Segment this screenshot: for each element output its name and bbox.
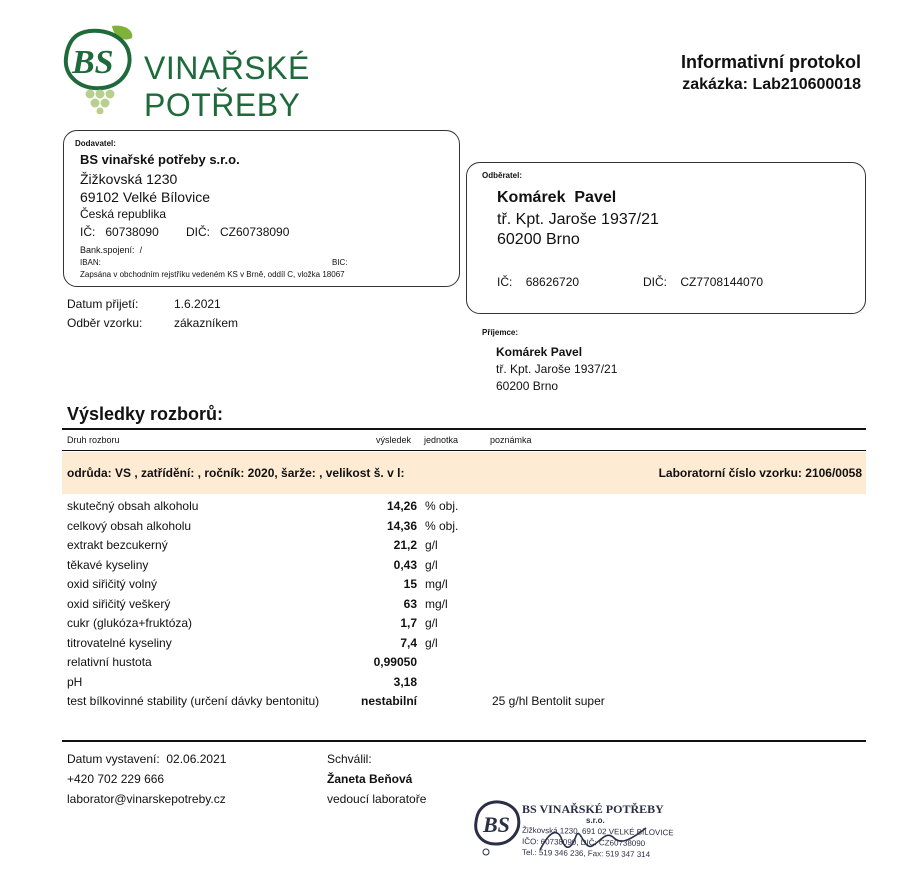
result-unit: % obj. [425, 499, 459, 513]
recipient-name: Komárek Pavel [496, 345, 583, 359]
result-value: 15 [403, 577, 417, 591]
results-bottom-rule [62, 740, 866, 742]
supplier-label: Dodavatel: [75, 139, 116, 148]
result-row [67, 575, 867, 594]
result-name: pH [67, 674, 83, 689]
supplier-iban-label: IBAN: [80, 258, 101, 267]
signature-icon [536, 820, 656, 860]
logo-brand-text: VINAŘSKÉ POTŘEBY [144, 50, 310, 123]
customer-name: Komárek Pavel [497, 189, 617, 206]
result-name: celkový obsah alkoholu [67, 518, 192, 533]
result-name: extrakt bezcukerný [67, 538, 168, 552]
order-value: Lab210600018 [752, 76, 861, 93]
issue-date: Datum vystavení: 02.06.2021 [67, 752, 227, 766]
sample-band [62, 452, 866, 494]
receipt-date: 1.6.2021 [174, 297, 221, 311]
result-row [67, 614, 867, 633]
result-name: těkavé kyseliny [67, 557, 149, 572]
col-unit: jednotka [424, 435, 459, 445]
result-unit: % obj. [425, 518, 459, 533]
stamp-tel: Tel.: 519 346 236, Fax: 519 347 314 [521, 847, 651, 860]
result-row [67, 595, 867, 614]
supplier-name: BS vinařské potřeby s.r.o. [80, 152, 240, 167]
lab-phone: +420 702 229 666 [67, 772, 165, 786]
order-label: zakázka: [682, 76, 749, 93]
approver-name: Žaneta Beňová [327, 772, 413, 786]
supplier-street: Žižkovská 1230 [80, 171, 178, 187]
approved-label: Schválil: [327, 752, 372, 766]
document-title: Informativní protokol [681, 52, 861, 72]
company-logo [62, 24, 462, 123]
result-value: 3,18 [393, 674, 417, 689]
result-unit: g/l [425, 538, 438, 552]
lab-email: laborator@vinarskepotreby.cz [67, 792, 226, 806]
result-value: 14,36 [386, 518, 417, 533]
stamp-ids: IČO: 60738090, DIČ: CZ60738090 [521, 836, 646, 849]
result-name: test bílkovinné stability (určení dávky bentonitu) [67, 694, 320, 708]
lab-sample-number: Laboratorní číslo vzorku: 2106/0058 [658, 466, 862, 480]
supplier-city: 69102 Velké Bílovice [80, 189, 210, 205]
sampling-label: Odběr vzorku: [67, 316, 143, 330]
recipient-label: Příjemce: [482, 328, 519, 337]
supplier-country: Česká republika [80, 207, 167, 221]
result-name: titrovatelné kyseliny [67, 635, 172, 650]
col-result: výsledek [376, 435, 412, 445]
result-name: relativní hustota [67, 655, 152, 669]
supplier-box [63, 130, 460, 287]
col-type: Druh rozboru [67, 435, 120, 445]
result-row [67, 517, 867, 536]
result-value: 7,4 [400, 635, 417, 650]
result-unit: g/l [425, 616, 438, 630]
result-value: 0,99050 [373, 655, 417, 669]
stamp-sro: s.r.o. [586, 816, 605, 825]
result-value: 1,7 [400, 616, 417, 630]
result-value: 63 [403, 596, 417, 611]
col-note: poznámka [490, 435, 532, 445]
sample-line: odrůda: VS , zatřídění: , ročník: 2020, šarže: , velikost š. v l: [67, 466, 405, 480]
stamp-address: Žižkovská 1230, 691 02 VELKÉ BÍLOVICE [521, 825, 674, 838]
result-unit: g/l [425, 635, 438, 650]
result-unit: mg/l [425, 577, 448, 591]
results-heading: Výsledky rozborů: [67, 404, 224, 424]
supplier-register: Zapsána v obchodním rejstříku vedeném KS v Brně, oddíl C, vložka 18067 [80, 270, 345, 279]
recipient-street: tř. Kpt. Jaroše 1937/21 [496, 362, 618, 376]
sampling-value: zákazníkem [174, 316, 239, 330]
customer-label: Odběratel: [482, 171, 523, 180]
stamp-logo-icon [474, 796, 524, 858]
result-name: cukr (glukóza+fruktóza) [67, 616, 193, 630]
supplier-bank: Bank.spojení: / [80, 245, 143, 255]
recipient-city: 60200 Brno [496, 379, 559, 393]
company-stamp [474, 794, 674, 868]
result-value: nestabilní [360, 694, 417, 708]
result-name: oxid siřičitý volný [67, 577, 158, 591]
logo-mark: BS [72, 44, 114, 81]
customer-city: 60200 Brno [497, 231, 580, 248]
customer-ic: IČ: 68626720 [497, 275, 580, 289]
result-row [67, 556, 867, 575]
stamp-brand: BS VINAŘSKÉ POTŘEBY [522, 802, 664, 816]
result-value: 21,2 [393, 538, 417, 552]
customer-box [466, 162, 866, 314]
approver-role: vedoucí laboratoře [327, 792, 427, 806]
result-row [67, 653, 867, 672]
result-note: 25 g/hl Bentolit super [492, 694, 605, 708]
order-number [682, 76, 861, 94]
result-name: oxid siřičitý veškerý [67, 596, 171, 611]
results-header-rule [62, 450, 866, 451]
result-value: 14,26 [386, 499, 417, 513]
supplier-ic: IČ: 60738090 [80, 225, 159, 239]
result-unit: mg/l [425, 596, 448, 611]
supplier-bic-label: BIC: [332, 258, 348, 267]
result-value: 0,43 [393, 557, 417, 572]
result-name: skutečný obsah alkoholu [67, 499, 199, 513]
result-unit: g/l [425, 557, 438, 572]
supplier-dic: DIČ: CZ60738090 [186, 225, 290, 239]
customer-dic: DIČ: CZ7708144070 [643, 275, 764, 289]
results-top-rule [62, 428, 866, 430]
result-row [67, 692, 867, 711]
customer-street: tř. Kpt. Jaroše 1937/21 [497, 211, 659, 228]
result-row [67, 536, 867, 555]
receipt-date-label: Datum přijetí: [67, 297, 139, 311]
result-row [67, 634, 867, 653]
svg-text:BS: BS [483, 812, 510, 837]
result-row [67, 497, 867, 516]
result-row [67, 673, 867, 692]
